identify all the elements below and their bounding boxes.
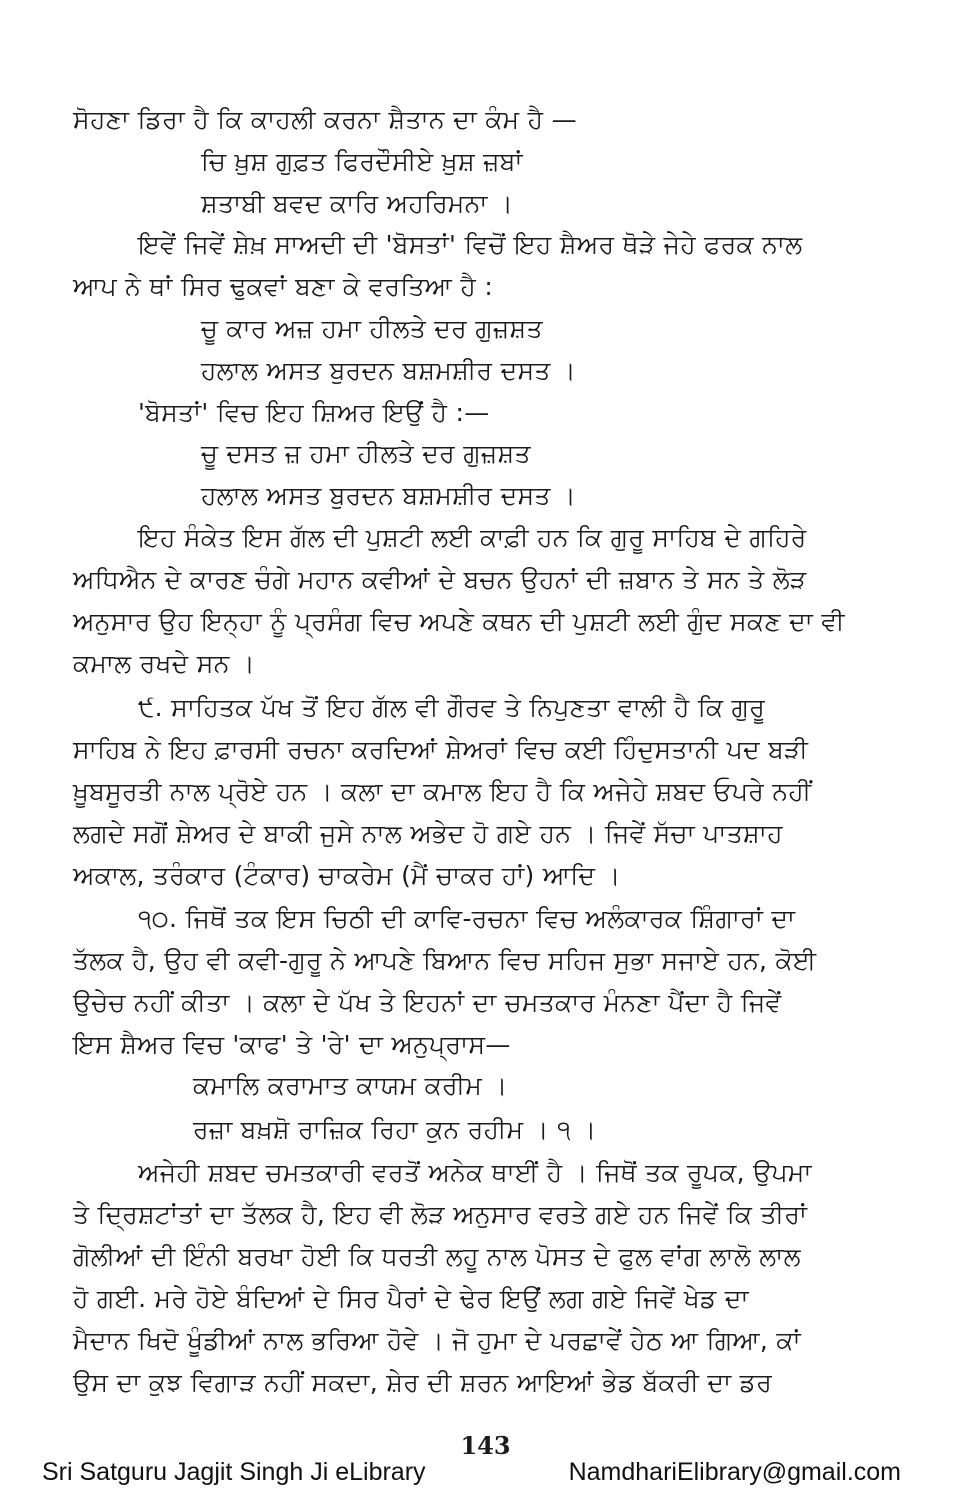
verse-line: ਚੂ ਕਾਰ ਅਜ਼ ਹਮਾ ਹੀਲਤੇ ਦਰ ਗੁਜ਼ਸ਼ਤ bbox=[201, 314, 543, 343]
text-line: ਲਗਦੇ ਸਗੋਂ ਸ਼ੇਅਰ ਦੇ ਬਾਕੀ ਜੁਸੇ ਨਾਲ ਅਭੇਦ ਹੋ ਗਏ ਹਨ । ਜਿਵੇਂ ਸੱਚਾ ਪਾਤਸ਼ਾਹ bbox=[73, 819, 783, 848]
text-line: ੯. ਸਾਹਿਤਕ ਪੱਖ ਤੋਂ ਇਹ ਗੱਲ ਵੀ ਗੌਰਵ ਤੇ ਨਿਪੁਣਤਾ ਵਾਲੀ ਹੈ ਕਿ ਗੁਰੂ bbox=[138, 693, 766, 722]
footer-library-name: Sri Satguru Jagjit Singh Ji eLibrary bbox=[42, 1458, 426, 1486]
verse-line: ਰਜ਼ਾ ਬਖ਼ਸ਼ੋ ਰਾਜ਼ਿਕ ਰਿਹਾ ਕੁਨ ਰਹੀਮ । ੧ । bbox=[193, 1115, 597, 1144]
text-line: 'ਬੋਸਤਾਂ' ਵਿਚ ਇਹ ਸ਼ਿਅਰ ਇਉਂ ਹੈ :— bbox=[138, 398, 490, 427]
text-line: ਇਹ ਸੰਕੇਤ ਇਸ ਗੱਲ ਦੀ ਪੁਸ਼ਟੀ ਲਈ ਕਾਫ਼ੀ ਹਨ ਕਿ ਗੁਰੂ ਸਾਹਿਬ ਦੇ ਗਹਿਰੇ bbox=[138, 523, 807, 552]
footer-email: NamdhariElibrary@gmail.com bbox=[568, 1458, 901, 1486]
text-line: ੧੦. ਜਿਥੋਂ ਤਕ ਇਸ ਚਿਠੀ ਦੀ ਕਾਵਿ-ਰਚਨਾ ਵਿਚ ਅਲੰਕਾਰਕ ਸ਼ਿੰਗਾਰਾਂ ਦਾ bbox=[138, 904, 796, 933]
text-line: ਸਾਹਿਬ ਨੇ ਇਹ ਫ਼ਾਰਸੀ ਰਚਨਾ ਕਰਦਿਆਂ ਸ਼ੇਅਰਾਂ ਵਿਚ ਕਈ ਹਿੰਦੁਸਤਾਨੀ ਪਦ ਬੜੀ bbox=[73, 735, 809, 764]
text-line: ਅਜੇਹੀ ਸ਼ਬਦ ਚਮਤਕਾਰੀ ਵਰਤੋਂ ਅਨੇਕ ਥਾਈਂ ਹੈ । ਜਿਥੋਂ ਤਕ ਰੂਪਕ, ਉਪਮਾ bbox=[138, 1158, 812, 1187]
text-line: ਅਨੁਸਾਰ ਉਹ ਇਨ੍ਹਾ ਨੂੰ ਪ੍ਰਸੰਗ ਵਿਚ ਅਪਣੇ ਕਥਨ ਦੀ ਪੁਸ਼ਟੀ ਲਈ ਗੁੰਦ ਸਕਣ ਦਾ ਵੀ bbox=[73, 607, 845, 636]
text-line: ਉਸ ਦਾ ਕੁਝ ਵਿਗਾੜ ਨਹੀਂ ਸਕਦਾ, ਸ਼ੇਰ ਦੀ ਸ਼ਰਨ ਆਇਆਂ ਭੇਡ ਬੱਕਰੀ ਦਾ ਡਰ bbox=[73, 1368, 773, 1397]
text-line: ਅਧਿਐਨ ਦੇ ਕਾਰਣ ਚੰਗੇ ਮਹਾਨ ਕਵੀਆਂ ਦੇ ਬਚਨ ਉਹਨਾਂ ਦੀ ਜ਼ਬਾਨ ਤੇ ਸਨ ਤੇ ਲੋੜ bbox=[73, 565, 807, 594]
text-line: ਕਮਾਲ ਰਖਦੇ ਸਨ । bbox=[73, 649, 256, 678]
verse-line: ਸ਼ਤਾਬੀ ਬਵਦ ਕਾਰਿ ਅਹਰਿਮਨਾ । bbox=[201, 189, 514, 218]
verse-line: ਹਲਾਲ ਅਸਤ ਬੁਰਦਨ ਬਸ਼ਮਸ਼ੀਰ ਦਸਤ । bbox=[201, 356, 577, 385]
text-line: ਆਪ ਨੇ ਥਾਂ ਸਿਰ ਢੁਕਵਾਂ ਬਣਾ ਕੇ ਵਰਤਿਆ ਹੈ : bbox=[73, 272, 494, 301]
text-line: ਸੋਹਣਾ ਡਿਰਾ ਹੈ ਕਿ ਕਾਹਲੀ ਕਰਨਾ ਸ਼ੈਤਾਨ ਦਾ ਕੰਮ ਹੈ — bbox=[73, 105, 577, 134]
verse-line: ਚਿ ਖ਼ੁਸ਼ ਗੁਫ਼ਤ ਫਿਰਦੌਸੀਏ ਖ਼ੁਸ਼ ਜ਼ਬਾਂ bbox=[201, 147, 523, 176]
text-line: ਖ਼ੂਬਸੂਰਤੀ ਨਾਲ ਪ੍ਰੋਏ ਹਨ । ਕਲਾ ਦਾ ਕਮਾਲ ਇਹ ਹੈ ਕਿ ਅਜੇਹੇ ਸ਼ਬਦ ਓਪਰੇ ਨਹੀਂ bbox=[73, 777, 812, 806]
text-line: ਅਕਾਲ, ਤਰੰਕਾਰ (ਟੰਕਾਰ) ਚਾਕਰੇਮ (ਮੈਂ ਚਾਕਰ ਹਾਂ) ਆਦਿ । bbox=[73, 861, 621, 890]
text-line: ਹੋ ਗਈ. ਮਰੇ ਹੋਏ ਬੰਦਿਆਂ ਦੇ ਸਿਰ ਪੈਰਾਂ ਦੇ ਢੇਰ ਇਉਂ ਲਗ ਗਏ ਜਿਵੇਂ ਖੇਡ ਦਾ bbox=[73, 1284, 749, 1313]
text-line: ਤੱਲਕ ਹੈ, ਉਹ ਵੀ ਕਵੀ-ਗੁਰੂ ਨੇ ਆਪਣੇ ਬਿਆਨ ਵਿਚ ਸਹਿਜ ਸੁਭਾ ਸਜਾਏ ਹਨ, ਕੋਈ bbox=[73, 946, 817, 975]
page-number: 143 bbox=[460, 1431, 511, 1460]
text-line: ਗੋਲੀਆਂ ਦੀ ਇੰਨੀ ਬਰਖਾ ਹੋਈ ਕਿ ਧਰਤੀ ਲਹੂ ਨਾਲ ਪੋਸਤ ਦੇ ਫੁਲ ਵਾਂਗ ਲਾਲੋ ਲਾਲ bbox=[73, 1242, 801, 1271]
text-line: ਤੇ ਦ੍ਰਿਸ਼ਟਾਂਤਾਂ ਦਾ ਤੱਲਕ ਹੈ, ਇਹ ਵੀ ਲੋੜ ਅਨੁਸਾਰ ਵਰਤੇ ਗਏ ਹਨ ਜਿਵੇਂ ਕਿ ਤੀਰਾਂ bbox=[73, 1200, 808, 1229]
text-line: ਮੈਦਾਨ ਖਿਦੋ ਖੂੰਡੀਆਂ ਨਾਲ ਭਰਿਆ ਹੋਵੇ । ਜੋ ਹੁਮਾ ਦੇ ਪਰਛਾਵੇਂ ਹੇਠ ਆ ਗਿਆ, ਕਾਂ bbox=[73, 1326, 801, 1355]
verse-line: ਚੂ ਦਸਤ ਜ਼ ਹਮਾ ਹੀਲਤੇ ਦਰ ਗੁਜ਼ਸ਼ਤ bbox=[201, 439, 531, 468]
verse-line: ਹਲਾਲ ਅਸਤ ਬੁਰਦਨ ਬਸ਼ਮਸ਼ੀਰ ਦਸਤ । bbox=[201, 481, 577, 510]
text-line: ਇਵੇਂ ਜਿਵੇਂ ਸ਼ੇਖ਼ ਸਾਅਦੀ ਦੀ 'ਬੋਸਤਾਂ' ਵਿਚੋਂ ਇਹ ਸ਼ੈਅਰ ਥੋੜੇ ਜੇਹੇ ਫਰਕ ਨਾਲ bbox=[138, 230, 803, 259]
text-line: ਉਚੇਚ ਨਹੀਂ ਕੀਤਾ । ਕਲਾ ਦੇ ਪੱਖ ਤੇ ਇਹਨਾਂ ਦਾ ਚਮਤਕਾਰ ਮੰਨਣਾ ਪੈਂਦਾ ਹੈ ਜਿਵੇਂ bbox=[73, 988, 782, 1017]
verse-line: ਕਮਾਲਿ ਕਰਾਮਾਤ ਕਾਯਮ ਕਰੀਮ । bbox=[193, 1071, 508, 1100]
text-line: ਇਸ ਸ਼ੈਅਰ ਵਿਚ 'ਕਾਫ' ਤੇ 'ਰੇ' ਦਾ ਅਨੁਪ੍ਰਾਸ— bbox=[73, 1030, 511, 1059]
